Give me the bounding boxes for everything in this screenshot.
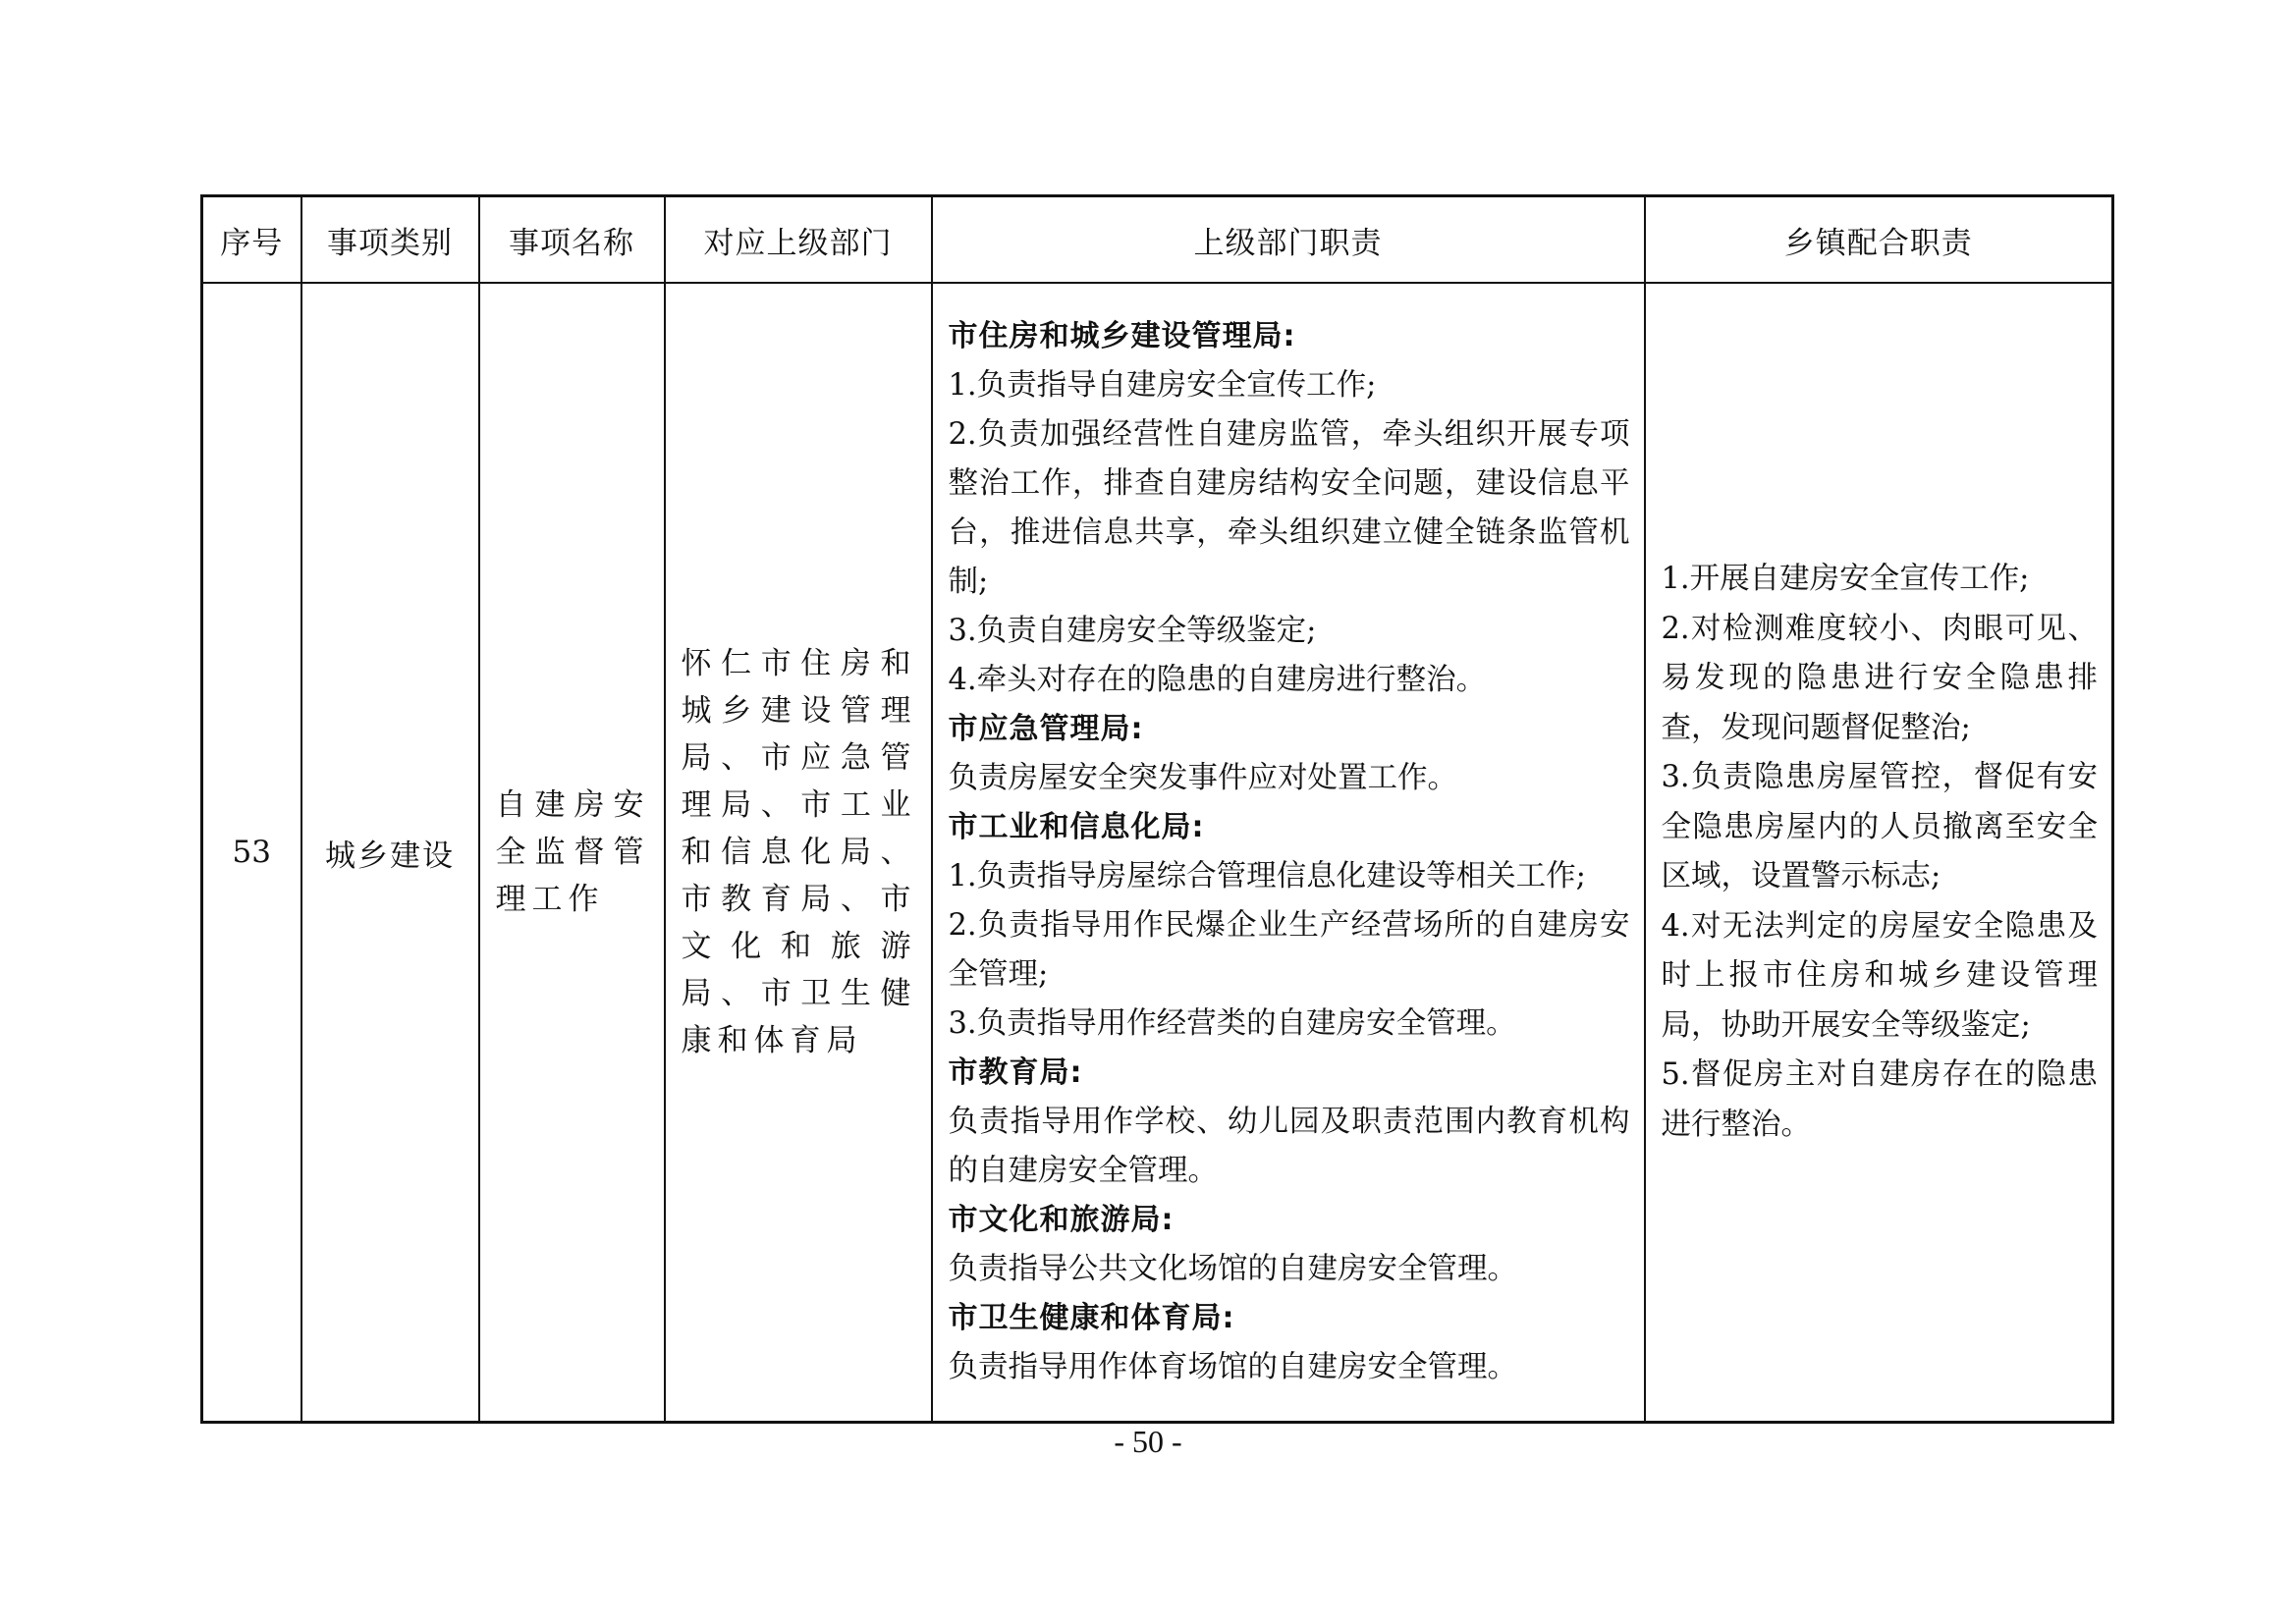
superior-duty-title: 市卫生健康和体育局: [948, 1301, 1235, 1335]
row-superior-duties [932, 283, 1645, 1423]
header-item-name: 事项名称 [479, 196, 665, 284]
superior-duty-group [949, 705, 1630, 803]
page-number: - 50 - [1114, 1424, 1182, 1459]
row-town-duties [1645, 283, 2113, 1423]
superior-duty-title: 市住房和城乡建设管理局: [948, 319, 1296, 353]
superior-duty-line: 2.负责加强经营性自建房监管，牵头组织开展专项整治工作，排查自建房结构安全问题，建设信息平台，推进信息共享，牵头组织建立健全链条监管机制; [948, 417, 1630, 599]
header-department: 对应上级部门 [665, 196, 932, 284]
superior-duty-line: 4.牵头对存在的隐患的自建房进行整治。 [948, 663, 1487, 697]
superior-duty-title: 市工业和信息化局: [948, 810, 1205, 844]
header-town-duties: 乡镇配合职责 [1645, 196, 2113, 284]
superior-duty-line: 1.负责指导房屋综合管理信息化建设等相关工作; [948, 859, 1586, 893]
superior-duty-title: 市教育局: [948, 1055, 1083, 1090]
superior-duty-title: 市文化和旅游局: [948, 1203, 1175, 1237]
row-category: 城乡建设 [301, 283, 479, 1423]
superior-duty-group [949, 312, 1630, 705]
superior-duty-title: 市应急管理局: [948, 712, 1144, 746]
superior-duty-line: 负责指导用作学校、幼儿园及职责范围内教育机构的自建房安全管理。 [948, 1105, 1630, 1188]
table-header-row [202, 196, 2113, 284]
town-duty-line: 4.对无法判定的房屋安全隐患及时上报市住房和城乡建设管理局，协助开展安全等级鉴定; [1661, 908, 2098, 1043]
town-duty-line: 3.负责隐患房屋管控，督促有安全隐患房屋内的人员撤离至安全区域，设置警示标志; [1661, 760, 2098, 893]
table-row [202, 283, 2113, 1423]
header-index: 序号 [202, 196, 301, 284]
superior-duty-line: 3.负责自建房安全等级鉴定; [948, 614, 1317, 648]
header-category: 事项类别 [301, 196, 479, 284]
superior-duty-line: 负责指导用作体育场馆的自建房安全管理。 [948, 1350, 1517, 1384]
row-index: 53 [202, 283, 301, 1423]
town-duty-line: 5.督促房主对自建房存在的隐患进行整治。 [1661, 1057, 2098, 1142]
superior-duty-group [949, 1196, 1630, 1294]
responsibility-table [200, 194, 2114, 1424]
town-duty-line: 1.开展自建房安全宣传工作; [1661, 562, 2030, 596]
town-duty-line: 2.对检测难度较小、肉眼可见、易发现的隐患进行安全隐患排查，发现问题督促整治; [1661, 611, 2098, 745]
superior-duty-line: 3.负责指导用作经营类的自建房安全管理。 [948, 1006, 1516, 1041]
superior-duty-line: 负责房屋安全突发事件应对处置工作。 [948, 761, 1457, 795]
superior-duty-group [949, 803, 1630, 1049]
superior-duty-line: 负责指导公共文化场馆的自建房安全管理。 [948, 1252, 1517, 1286]
header-superior-duties: 上级部门职责 [932, 196, 1645, 284]
superior-duty-group [949, 1049, 1630, 1196]
superior-duty-group [949, 1294, 1630, 1392]
superior-duty-line: 2.负责指导用作民爆企业生产经营场所的自建房安全管理; [948, 908, 1630, 992]
row-departments: 怀仁市住房和城乡建设管理局、市应急管理局、市工业和信息化局、市教育局、市文化和旅游局、市卫生健康和体育局 [665, 283, 932, 1423]
superior-duty-line: 1.负责指导自建房安全宣传工作; [948, 368, 1377, 403]
row-item-name: 自建房安全监督管理工作 [479, 283, 665, 1423]
